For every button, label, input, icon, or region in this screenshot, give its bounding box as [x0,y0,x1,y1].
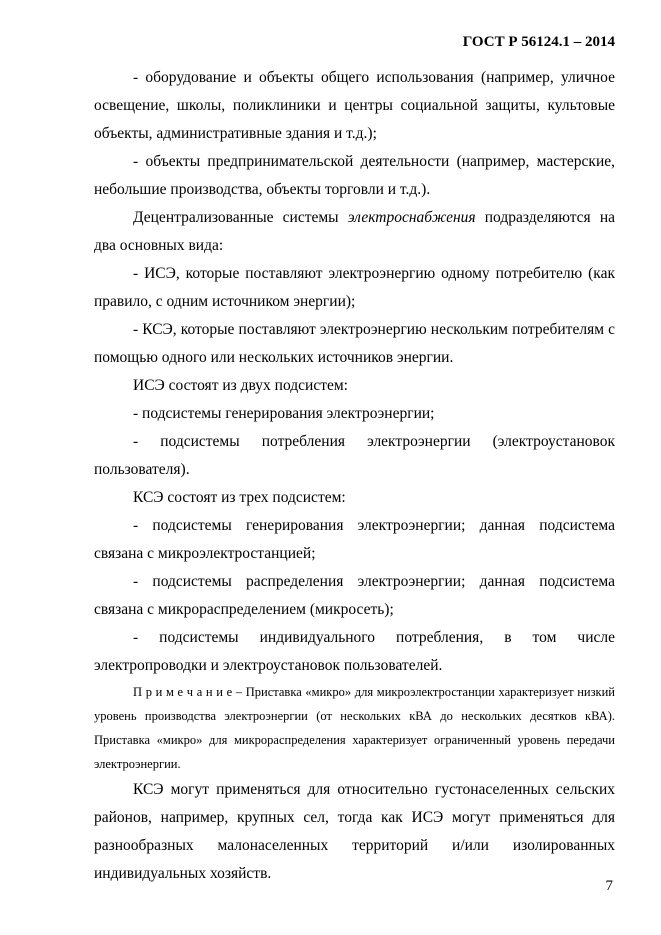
paragraph: - подсистемы потребления электроэнергии (электроустановок пользователя). [94,433,615,478]
paragraph: - подсистемы индивидуального потребления, в том числе электропроводки и электроустановок пользователей. [94,629,615,674]
paragraph: - КСЭ, которые поставляют электроэнергию нескольким потребителям с помощью одного или нескольких источников энергии. [94,321,615,366]
document-body [94,64,615,888]
page-number: 7 [605,878,613,894]
paragraph: - подсистемы генерирования электроэнергии; [133,405,435,422]
paragraph: - подсистемы распределения электроэнергии; данная подсистема связана с микрораспределением (микросеть); [94,573,615,618]
note-paragraph: П р и м е ч а н и е – Приставка «микро» для микроэлектростанции характеризует низкий уровень производства электроэнергии (от нескольких кВА до нескольких десятков кВА). Приставка «микро» для микрораспределения характеризует ограниченный уровень передачи электроэнергии. [94,685,615,771]
paragraph: КСЭ состоят из трех подсистем: [133,489,346,506]
paragraph: - объекты предпринимательской деятельности (например, мастерские, небольшие производства, объекты торговли и т.д.). [94,153,615,198]
paragraph [94,204,615,260]
document-title: ГОСТ Р 56124.1 – 2014 [462,34,615,50]
paragraph: КСЭ могут применяться для относительно густонаселенных сельских районов, например, крупных сел, тогда как ИСЭ могут применяться для разнообразных малонаселенных территорий и/или изолированных индивидуальных хозяйств. [94,781,615,882]
paragraph: - оборудование и объекты общего использования (например, уличное освещение, школы, поликлиники и центры социальной защиты, культовые объекты, административные здания и т.д.); [94,69,615,142]
paragraph: ИСЭ состоят из двух подсистем: [133,377,348,394]
paragraph-text-italic: электроснабжения [347,209,476,226]
paragraph-text: Децентрализованные системы [133,209,348,226]
paragraph: - ИСЭ, которые поставляют электроэнергию одному потребителю (как правило, с одним источником энергии); [94,265,615,310]
paragraph-text: подразделяются на два основных вида: [94,209,615,254]
paragraph: - подсистемы генерирования электроэнергии; данная подсистема связана с микроэлектростанцией; [94,517,615,562]
